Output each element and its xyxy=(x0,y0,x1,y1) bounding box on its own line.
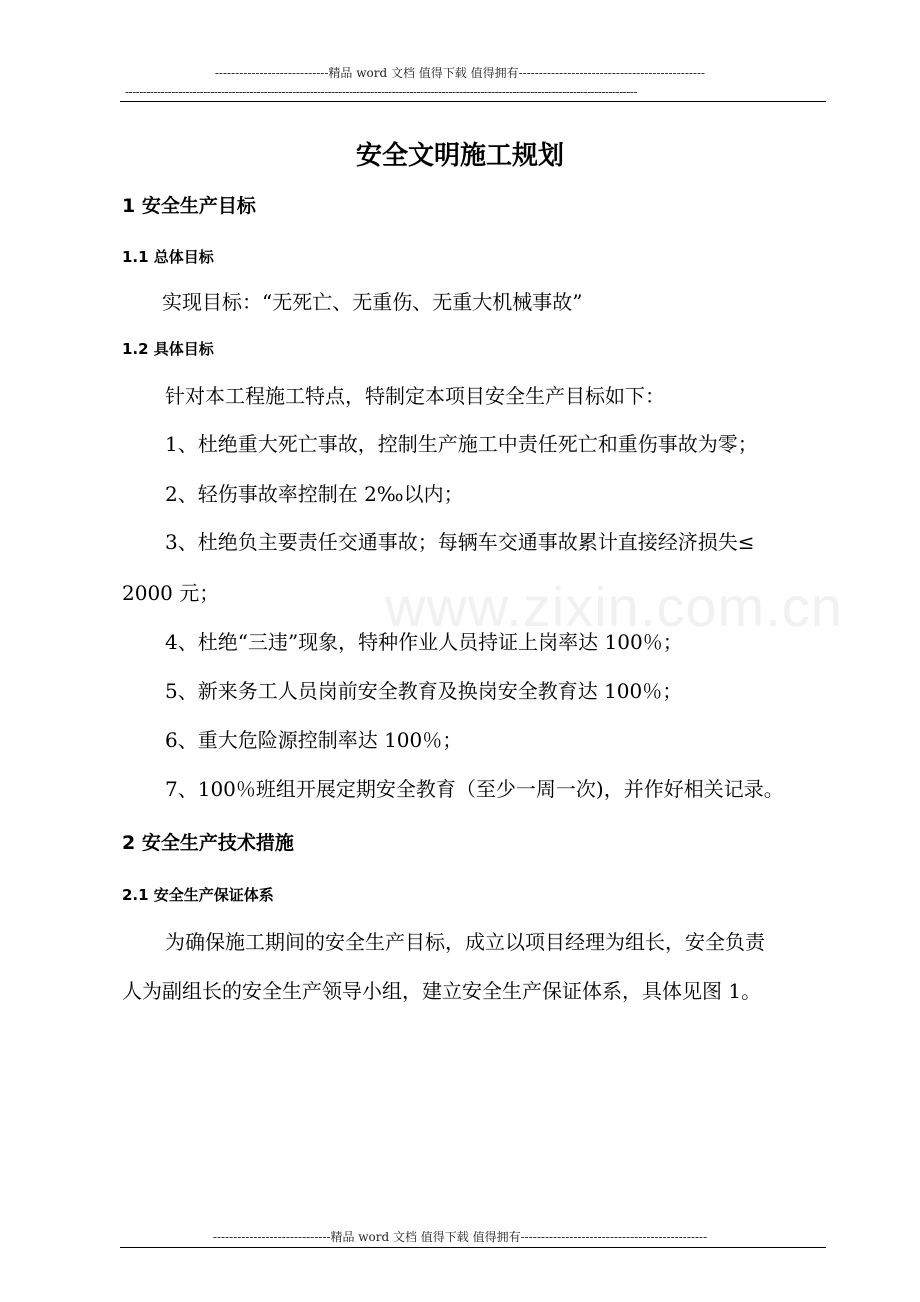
list-item: 3、杜绝负主要责任交通事故；每辆车交通事故累计直接经济损失≤ xyxy=(165,530,755,554)
watermark: www.zixin.com.cn xyxy=(385,575,843,638)
list-item: 2、轻伤事故率控制在 2‰以内； xyxy=(165,482,464,506)
page-header-dashes: ------------------------------------------------------------------------------------------------------------------------------------------------ xyxy=(125,85,637,99)
list-item-continuation: 2000 元； xyxy=(122,581,220,605)
page-title: 安全文明施工规划 xyxy=(355,141,564,171)
page-header-banner: ----------------------------精品 word 文档 值得下载 值得拥有---------------------------------------------- xyxy=(214,66,706,80)
list-item: 5、新来务工人员岗前安全教育及换岗安全教育达 100％； xyxy=(165,679,683,703)
list-item: 1、杜绝重大死亡事故，控制生产施工中责任死亡和重伤事故为零； xyxy=(165,432,758,456)
section-1-1-text: 实现目标：“无死亡、无重伤、无重大机械事故” xyxy=(162,290,583,314)
section-1-1-heading: 1.1 总体目标 xyxy=(122,248,214,266)
footer-rule xyxy=(120,1247,826,1248)
section-2-1-heading: 2.1 安全生产保证体系 xyxy=(122,886,274,904)
section-2-1-text-line2: 人为副组长的安全生产领导小组，建立安全生产保证体系，具体见图 1。 xyxy=(122,979,762,1003)
section-2-1-text-line1: 为确保施工期间的安全生产目标，成立以项目经理为组长，安全负责 xyxy=(165,930,765,954)
list-item: 7、100％班组开展定期安全教育（至少一周一次)，并作好相关记录。 xyxy=(165,777,784,801)
section-1-2-intro: 针对本工程施工特点，特制定本项目安全生产目标如下： xyxy=(165,384,665,408)
header-rule xyxy=(120,101,826,102)
list-item: 4、杜绝“三违”现象，特种作业人员持证上岗率达 100％； xyxy=(165,630,683,654)
section-2-heading: 2 安全生产技术措施 xyxy=(122,832,294,854)
list-item: 6、重大危险源控制率达 100％； xyxy=(165,728,463,752)
page-footer-banner: -----------------------------精品 word 文档 值得下载 值得拥有---------------------------------------------- xyxy=(212,1230,708,1244)
section-1-heading: 1 安全生产目标 xyxy=(122,195,256,217)
section-1-2-heading: 1.2 具体目标 xyxy=(122,340,214,358)
